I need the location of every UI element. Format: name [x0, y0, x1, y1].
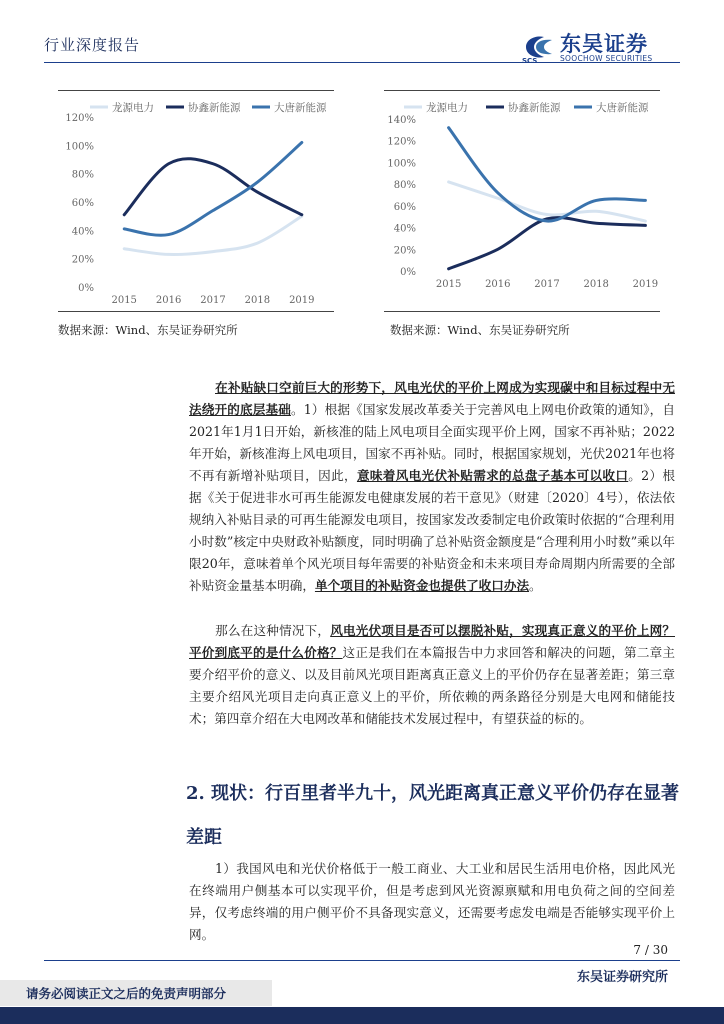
y-tick-label: 0% [400, 267, 416, 278]
para3-text: 1）我国风电和光伏价格低于一般工商业、大工业和居民生活用电价格，因此风光在终端用户侧基本可以实现平价，但是考虑到风光资源禀赋和用电负荷之间的空间差异，仅考虑终端的用户侧平价不具备现实意义，还需要考虑发电端是否能够实现平价上网。 [189, 861, 675, 942]
y-tick-label: 20% [71, 254, 94, 266]
legend-label-0: 龙源电力 [112, 102, 154, 114]
y-tick-label: 120% [387, 136, 416, 148]
x-tick-label: 2018 [583, 279, 609, 290]
brand-abbr: SCS [522, 57, 538, 65]
series-line-2 [124, 143, 302, 236]
y-tick-label: 60% [71, 198, 94, 209]
x-tick-label: 2019 [289, 295, 315, 306]
chart-left-svg [58, 91, 334, 311]
x-tick-label: 2016 [155, 295, 182, 306]
y-tick-label: 0% [78, 283, 94, 294]
para1-emphasis-2: 意味着风电光伏补贴需求的总盘子基本可以收口 [356, 468, 629, 483]
chart-right [384, 90, 660, 312]
document-type: 行业深度报告 [44, 36, 141, 54]
x-tick-label: 2017 [534, 279, 560, 290]
x-tick-label: 2015 [111, 295, 137, 306]
para1-emphasis-3: 单个项目的补贴资金也提供了收口办法 [314, 578, 530, 593]
x-tick-label: 2015 [435, 279, 462, 290]
y-tick-label: 100% [65, 141, 94, 153]
brand-name-en: SOOCHOW SECURITIES [560, 54, 653, 63]
disclaimer-box [0, 980, 272, 1006]
y-tick-label: 120% [65, 113, 94, 124]
para1-emphasis-1: 在补贴缺口空前巨大的形势下，风电光伏的平价上网成为实现碳中和目标过程中无法绕开的底层基础 [189, 380, 675, 417]
x-tick-label: 2016 [485, 279, 511, 290]
x-tick-label: 2018 [244, 295, 271, 306]
header-rule [44, 62, 680, 63]
footer-rule [44, 960, 680, 961]
footer-bar [0, 1007, 724, 1024]
legend-label-0: 龙源电力 [426, 102, 468, 114]
para1-text-3: 。 [529, 578, 542, 593]
chart-left-source: 数据来源：Wind、东吴证券研究所 [58, 323, 238, 337]
y-tick-label: 20% [393, 245, 416, 257]
y-tick-label: 40% [71, 226, 94, 238]
brand-name-cn: 东吴证券 [560, 32, 648, 56]
series-line-0 [449, 182, 646, 221]
series-line-1 [449, 218, 646, 269]
y-tick-label: 80% [393, 180, 416, 192]
chart-right-svg [384, 91, 680, 311]
para1-text-1: 。1）根据《国家发展改革委关于完善风电上网电价政策的通知》，自2021年1月1日开始，新核准的陆上风电项目全面实现平价上网，国家不再补贴；2022年开始，新核准海上风电项目，国家不再补贴。同时，根据国家规划，光伏2021年也将不再有新增补贴项目，因此， [189, 402, 676, 483]
x-tick-label: 2019 [632, 279, 659, 290]
y-tick-label: 80% [71, 169, 94, 181]
legend-label-2: 大唐新能源 [596, 102, 649, 114]
paragraph-3 [189, 858, 675, 946]
footer-institute: 东吴证券研究所 [576, 970, 668, 985]
legend-label-1: 协鑫新能源 [508, 102, 561, 114]
para2-emphasis-1: 风电光伏项目是否可以摆脱补贴，实现真正意义的平价上网？平价到底平的是什么价格？ [189, 623, 676, 660]
para1-text-2: 。2）根据《关于促进非水可再生能源发电健康发展的若干意见》（财建〔2020〕4号），依法依规纳入补贴目录的可再生能源发电项目，按国家发改委制定电价政策时依据的“合理利用小时数”核定中央财政补贴额度，同时明确了总补贴资金额度是“合理利用小时数”乘以年限20年，意味着单个风光项目每年需要的补贴资金和未来项目寿命周期内所需要的全部补贴资金量基本明确， [189, 468, 676, 593]
section-heading: 2. 现状：行百里者半九十，风光距离真正意义平价仍存在显著差距 [186, 783, 680, 848]
paragraph-2 [189, 620, 675, 730]
y-tick-label: 60% [393, 201, 416, 213]
chart-right-source: 数据来源：Wind、东吴证券研究所 [390, 323, 570, 337]
y-tick-label: 140% [387, 115, 416, 126]
chart-left [58, 90, 334, 312]
series-line-2 [449, 128, 646, 221]
x-tick-label: 2017 [200, 295, 226, 306]
brand-logo [522, 30, 682, 66]
y-tick-label: 40% [393, 223, 416, 235]
page-number: 7 / 30 [633, 943, 668, 957]
y-tick-label: 100% [387, 158, 416, 170]
legend-label-2: 大唐新能源 [274, 102, 327, 114]
legend-label-1: 协鑫新能源 [188, 102, 241, 114]
para2-text-1: 那么在这种情况下， [215, 623, 331, 638]
disclaimer-text: 请务必阅读正文之后的免责声明部分 [26, 986, 227, 1001]
para2-text-2: 这正是我们在本篇报告中力求回答和解决的问题，第二章主要介绍平价的意义、以及目前风光项目距离真正意义上的平价仍存在显著差距；第三章主要介绍风光项目走向真正意义上的平价，所依赖的两条路径分别是大电网和储能技术；第四章介绍在大电网改革和储能技术发展过程中，有望获益的标的。 [189, 645, 676, 726]
paragraph-1 [189, 377, 675, 597]
